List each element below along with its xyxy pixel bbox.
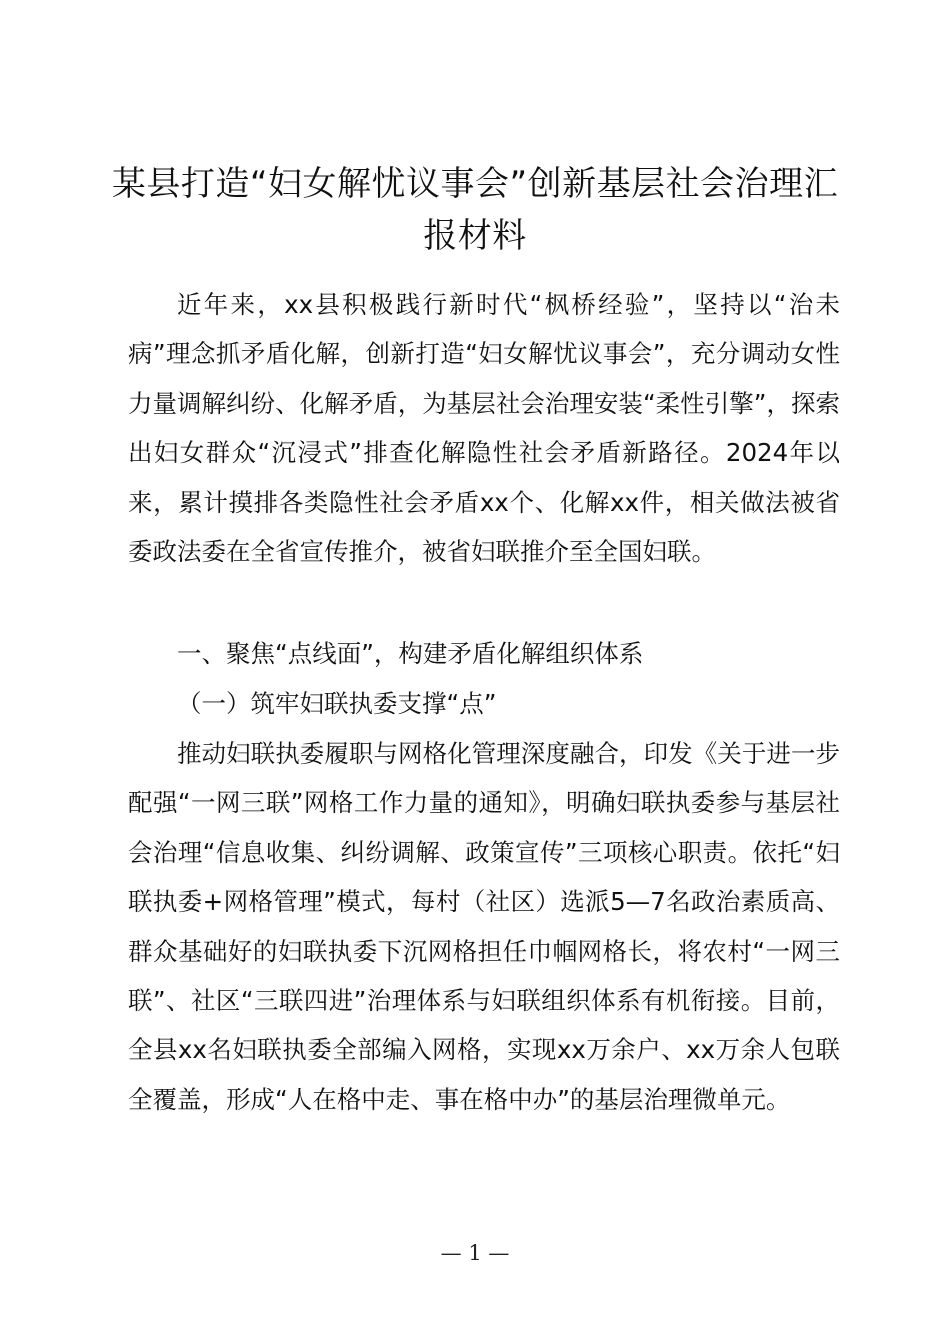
- subsection-paragraph: 推动妇联执委履职与网格化管理深度融合，印发《关于进一步配强“一网三联”网格工作力量的通知》，明确妇联执委参与基层社会治理“信息收集、纠纷调解、政策宣传”三项核心职责。依托“妇联执委+网格管理”模式，每村（社区）选派5—7名政治素质高、群众基础好的妇联执委下沉网格担任巾帼网格长，将农村“一网三联”、社区“三联四进”治理体系与妇联组织体系有机衔接。目前，全县xx名妇联执委全部编入网格，实现xx万余户、xx万余人包联全覆盖，形成“人在格中走、事在格中办”的基层治理微单元。: [128, 739, 840, 1114]
- section-heading: 一、聚焦“点线面”，构建矛盾化解组织体系: [177, 639, 644, 668]
- intro-paragraph: 近年来，xx县积极践行新时代“枫桥经验”，坚持以“治未病”理念抓矛盾化解，创新打造“妇女解忧议事会”，充分调动女性力量调解纠纷、化解矛盾，为基层社会治理安装“柔性引擎”，探索出妇女群众“沉浸式”排查化解隐性社会矛盾新路径。2024年以来，累计摸排各类隐性社会矛盾xx个、化解xx件，相关做法被省委政法委在全省宣传推介，被省妇联推介至全国妇联。: [128, 290, 840, 567]
- page-number: — 1 —: [440, 1241, 510, 1265]
- subsection-heading: （一）筑牢妇联执委支撑“点”: [177, 689, 497, 718]
- document-title: 某县打造“妇女解忧议事会”创新基层社会治理汇报材料: [111, 164, 839, 256]
